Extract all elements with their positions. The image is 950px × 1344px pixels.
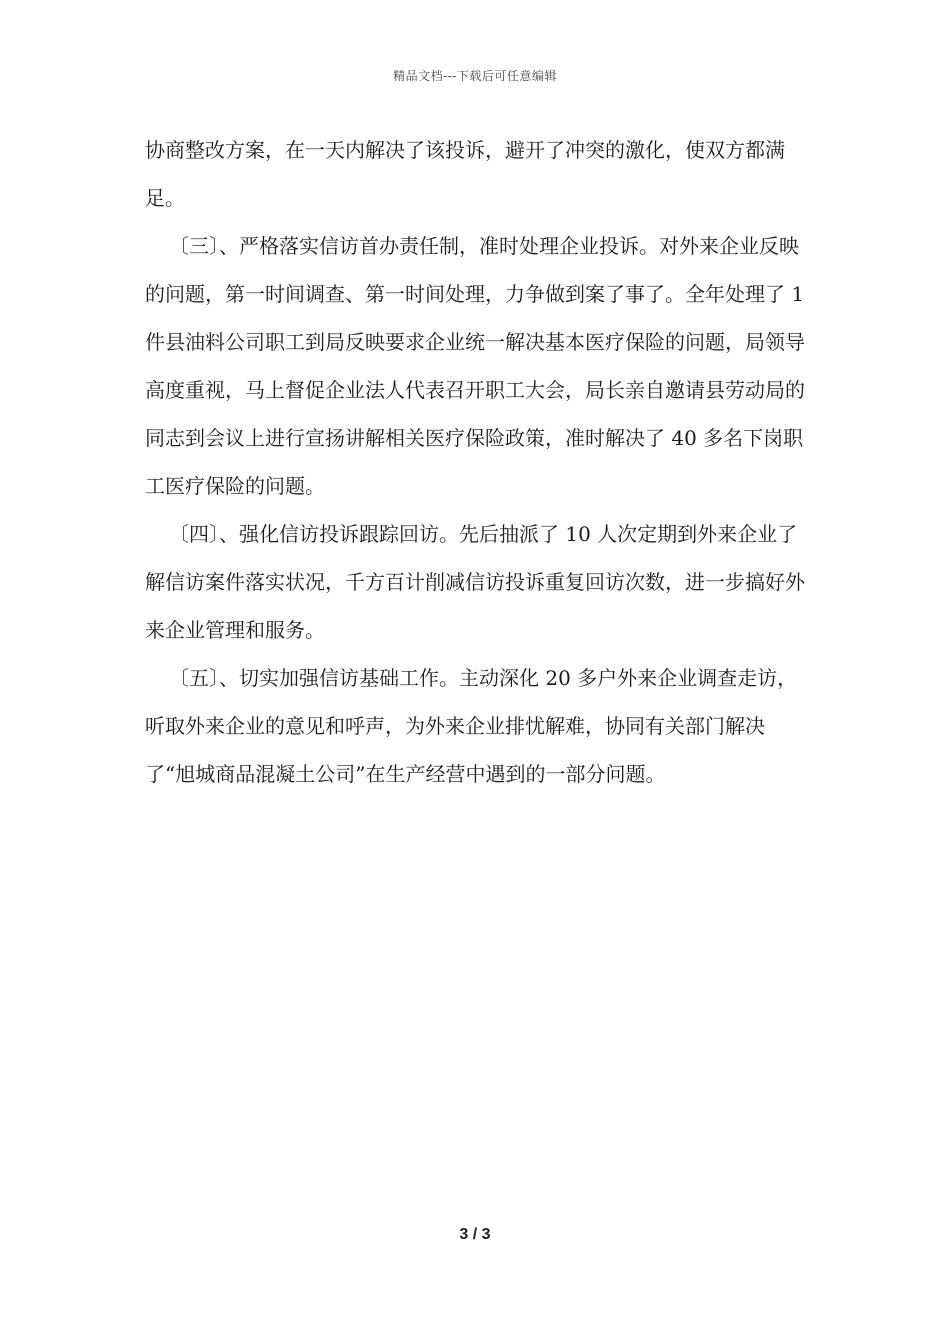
document-body <box>145 126 815 798</box>
page-header: 精品文档---下载后可任意编辑 <box>393 69 557 83</box>
paragraph-section-five: 〔五〕、切实加强信访基础工作。主动深化 20 多户外来企业调查走访，听取外来企业的意见和呼声，为外来企业排忧解难，协同有关部门解决了“旭城商品混凝土公司”在生产经营中遇到的一部分问题。 <box>145 666 798 786</box>
paragraph-section-four: 〔四〕、强化信访投诉跟踪回访。先后抽派了 10 人次定期到外来企业了解信访案件落实状况，千方百计削减信访投诉重复回访次数，进一步搞好外来企业管理和服务。 <box>145 522 805 642</box>
paragraph-section-three: 〔三〕、严格落实信访首办责任制，准时处理企业投诉。对外来企业反映的问题，第一时间调查、第一时间处理，力争做到案了事了。全年处理了 1 件县油料公司职工到局反映要求企业统一解决基本医疗保险的问题，局领导高度重视，马上督促企业法人代表召开职工大会，局长亲自邀请县劳动局的同志到会议上进行宣扬讲解相关医疗保险政策，准时解决了 40 多名下岗职工医疗保险的问题。 <box>145 234 805 498</box>
page-number: 3 / 3 <box>459 1226 491 1243</box>
paragraph-continuation: 协商整改方案，在一天内解决了该投诉，避开了冲突的激化，使双方都满足。 <box>145 138 785 210</box>
